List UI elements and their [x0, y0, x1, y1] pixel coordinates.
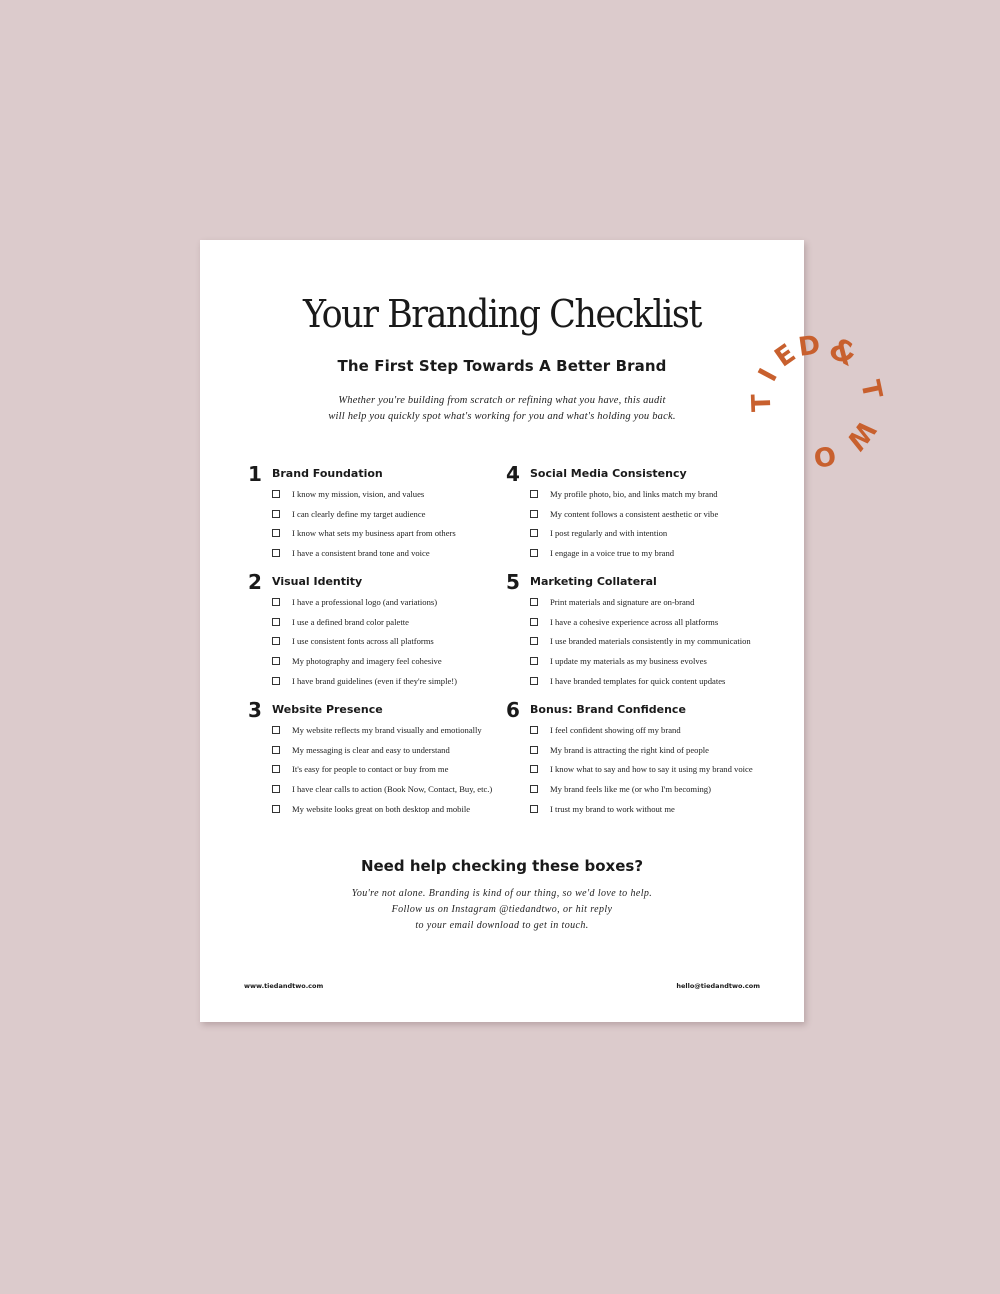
- checklist-item-label: I know what to say and how to say it using my brand voice: [550, 764, 753, 775]
- checklist-item: [244, 744, 514, 764]
- checklist-section: [502, 462, 772, 567]
- checklist-item-label: I have branded templates for quick content updates: [550, 675, 726, 686]
- checkbox[interactable]: [530, 746, 538, 754]
- checklist-item: [244, 488, 514, 508]
- checkbox[interactable]: [272, 657, 280, 665]
- checklist-item: [244, 596, 514, 616]
- checklist-item-label: Print materials and signature are on-brand: [550, 597, 695, 607]
- checklist-item: [502, 783, 772, 803]
- checklist-item-label: I have a cohesive experience across all platforms: [550, 616, 719, 627]
- checklist-item: [244, 527, 514, 547]
- logo-stamp-letter: E: [769, 338, 802, 374]
- checkbox[interactable]: [272, 746, 280, 754]
- checklist-item: [244, 803, 514, 823]
- checklist-item-label: My brand is attracting the right kind of people: [550, 744, 709, 755]
- checklist-item: [502, 635, 772, 655]
- checklist-item-label: I use branded materials consistently in my communication: [550, 636, 751, 647]
- checklist-items: [502, 724, 772, 822]
- logo-stamp-letter: W: [839, 414, 881, 456]
- intro-line: will help you quickly spot what's working for you and what's holding you back.: [328, 411, 676, 422]
- section-header: [244, 570, 514, 596]
- logo-stamp-letter: O: [811, 439, 838, 472]
- checklist-item: [502, 803, 772, 823]
- checklist-item: [502, 616, 772, 636]
- checkbox[interactable]: [272, 490, 280, 498]
- checklist-item-label: I have a professional logo (and variations): [292, 597, 438, 607]
- cta-line: to your email download to get in touch.: [415, 920, 589, 931]
- checklist-item-label: My content follows a consistent aesthetic or vibe: [550, 508, 719, 519]
- section-title: Website Presence: [272, 703, 383, 716]
- checklist-item-label: I use a defined brand color palette: [292, 616, 409, 627]
- tied-and-two-logo-stamp: [742, 326, 892, 476]
- checklist-section: [502, 570, 772, 694]
- checkbox[interactable]: [530, 726, 538, 734]
- checklist-item-label: My photography and imagery feel cohesive: [292, 656, 442, 667]
- checklist-section: [244, 698, 514, 822]
- checklist-item-label: I trust my brand to work without me: [550, 803, 675, 814]
- checklist-item: [502, 655, 772, 675]
- checkbox[interactable]: [530, 490, 538, 498]
- logo-stamp-letter: T: [746, 393, 778, 413]
- checklist-item: [502, 547, 772, 567]
- cta-title: Need help checking these boxes?: [360, 857, 644, 875]
- checklist-item: [244, 508, 514, 528]
- checklist-item: [244, 635, 514, 655]
- checklist-item: [244, 616, 514, 636]
- section-title: Marketing Collateral: [530, 575, 657, 588]
- checkbox[interactable]: [272, 598, 280, 606]
- checklist-item: [502, 724, 772, 744]
- checklist-item-label: My profile photo, bio, and links match my brand: [550, 489, 718, 499]
- checklist-item-label: I engage in a voice true to my brand: [550, 548, 675, 559]
- checklist-items: [244, 488, 514, 567]
- section-header: [502, 462, 772, 488]
- section-header: [244, 698, 514, 724]
- checklist-items: [244, 596, 514, 694]
- checklist-item-label: My messaging is clear and easy to understand: [292, 744, 450, 755]
- checklist-section: [244, 462, 514, 567]
- checklist-item-label: It's easy for people to contact or buy from me: [292, 764, 449, 775]
- section-header: [502, 698, 772, 724]
- section-number: 1: [248, 462, 262, 486]
- checkbox[interactable]: [530, 677, 538, 685]
- page-title: Your Branding Checklist: [303, 292, 701, 336]
- checklist-item-label: I have a consistent brand tone and voice: [292, 548, 430, 559]
- logo-stamp-letter: D: [796, 330, 823, 363]
- checklist-item-label: I know my mission, vision, and values: [292, 489, 425, 499]
- checkbox[interactable]: [530, 598, 538, 606]
- checkbox[interactable]: [530, 765, 538, 773]
- section-title: Brand Foundation: [272, 467, 383, 480]
- section-title: Social Media Consistency: [530, 467, 687, 480]
- section-title: Bonus: Brand Confidence: [530, 703, 686, 716]
- checkbox[interactable]: [530, 618, 538, 626]
- checklist-item: [502, 763, 772, 783]
- footer-email[interactable]: hello@tiedandtwo.com: [676, 982, 760, 990]
- checklist-item: [502, 675, 772, 695]
- section-number: 5: [506, 570, 520, 594]
- checklist-item-label: My brand feels like me (or who I'm becoming): [550, 784, 711, 795]
- checkbox[interactable]: [530, 785, 538, 793]
- checkbox[interactable]: [272, 529, 280, 537]
- checklist-item: [244, 675, 514, 695]
- checklist-item-label: I use consistent fonts across all platforms: [292, 636, 434, 647]
- checkbox[interactable]: [272, 510, 280, 518]
- logo-stamp-letter: T: [854, 377, 888, 402]
- checklist-item: [244, 655, 514, 675]
- section-number: 6: [506, 698, 520, 722]
- checklist-item: [244, 547, 514, 567]
- checklist-item-label: I feel confident showing off my brand: [550, 725, 681, 735]
- cta-line: You're not alone. Branding is kind of our thing, so we'd love to help.: [351, 888, 653, 899]
- checkbox[interactable]: [530, 529, 538, 537]
- checklist-page: [200, 240, 804, 1022]
- section-title: Visual Identity: [272, 575, 363, 588]
- checklist-item: [244, 783, 514, 803]
- checkbox[interactable]: [272, 637, 280, 645]
- checkbox[interactable]: [272, 726, 280, 734]
- checklist-item-label: I have brand guidelines (even if they're simple!): [292, 675, 458, 686]
- checkbox[interactable]: [272, 618, 280, 626]
- checklist-item: [244, 763, 514, 783]
- checklist-items: [502, 596, 772, 694]
- cta-body: [200, 886, 804, 934]
- section-header: [244, 462, 514, 488]
- checklist-item: [502, 527, 772, 547]
- checkbox[interactable]: [530, 510, 538, 518]
- checkbox[interactable]: [530, 549, 538, 557]
- logo-stamp-graphic: [742, 326, 892, 476]
- checkbox[interactable]: [272, 805, 280, 813]
- checkbox[interactable]: [530, 657, 538, 665]
- checklist-item: [244, 724, 514, 744]
- checkbox[interactable]: [272, 765, 280, 773]
- logo-stamp-letter: &: [823, 330, 863, 375]
- checklist-item: [502, 508, 772, 528]
- checklist-item-label: I can clearly define my target audience: [292, 508, 426, 519]
- checkbox[interactable]: [530, 805, 538, 813]
- footer-website[interactable]: www.tiedandtwo.com: [244, 982, 324, 990]
- checklist-items: [502, 488, 772, 567]
- checkbox[interactable]: [272, 549, 280, 557]
- checklist-section: [502, 698, 772, 822]
- checkbox[interactable]: [530, 637, 538, 645]
- section-number: 3: [248, 698, 262, 722]
- checklist-item-label: I have clear calls to action (Book Now, Contact, Buy, etc.): [292, 784, 493, 795]
- checklist-item-label: My website looks great on both desktop and mobile: [292, 803, 471, 814]
- cta-line: Follow us on Instagram @tiedandtwo, or hit reply: [391, 904, 613, 915]
- page-subtitle: The First Step Towards A Better Brand: [337, 357, 667, 375]
- checklist-section: [244, 570, 514, 694]
- checklist-item: [502, 488, 772, 508]
- checkbox[interactable]: [272, 785, 280, 793]
- section-header: [502, 570, 772, 596]
- checkbox[interactable]: [272, 677, 280, 685]
- checklist-item-label: I update my materials as my business evolves: [550, 656, 707, 667]
- section-number: 2: [248, 570, 262, 594]
- checklist-items: [244, 724, 514, 822]
- checklist-item: [502, 744, 772, 764]
- section-number: 4: [506, 462, 520, 486]
- intro-text: [200, 393, 804, 425]
- intro-line: Whether you're building from scratch or refining what you have, this audit: [338, 395, 666, 406]
- checklist-item: [502, 596, 772, 616]
- checklist-item-label: I know what sets my business apart from others: [292, 528, 456, 539]
- checklist-item-label: My website reflects my brand visually and emotionally: [292, 725, 482, 735]
- checklist-item-label: I post regularly and with intention: [550, 528, 668, 539]
- logo-stamp-letter: I: [752, 363, 784, 387]
